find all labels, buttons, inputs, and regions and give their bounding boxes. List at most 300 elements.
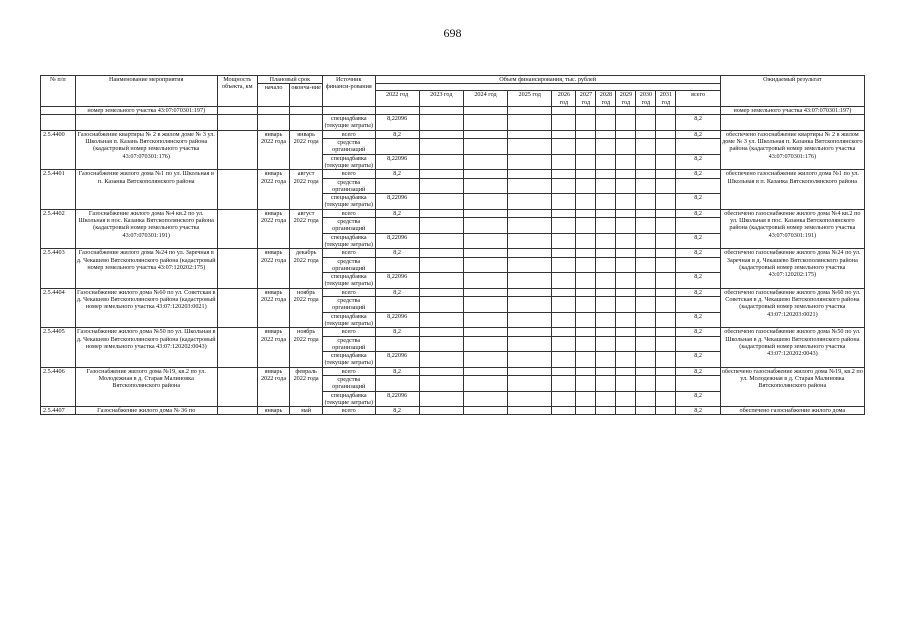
item-result: обеспечено газоснабжение квартиры № 2 в жилом доме № 3 ул. Школьная п. Казанка Вятскополянского района (кадастровый номер земельного участка 43:07:070301:176) <box>720 130 864 169</box>
empty-cell <box>656 273 676 289</box>
header-num: № п/п <box>41 76 76 107</box>
empty-cell <box>75 115 217 131</box>
empty-cell <box>596 178 616 194</box>
empty-cell <box>290 115 323 131</box>
value-2022: 8,22096 <box>375 391 419 407</box>
empty-cell <box>463 297 507 313</box>
value-2022: 8,22096 <box>375 154 419 170</box>
empty-cell <box>656 328 676 336</box>
value-total: 8,2 <box>676 170 720 178</box>
empty-cell <box>552 288 576 296</box>
empty-cell <box>508 273 552 289</box>
empty-cell <box>463 288 507 296</box>
empty-cell <box>463 249 507 257</box>
empty-cell <box>552 375 576 391</box>
item-start: январь 2022 года <box>257 209 290 248</box>
source-special: спецнадбавка (текущие затраты) <box>322 115 375 131</box>
empty-cell <box>419 170 463 178</box>
source-all: всего <box>322 407 375 415</box>
source-org: средства организаций <box>322 139 375 155</box>
financing-table <box>40 75 865 415</box>
empty-cell <box>463 139 507 155</box>
empty-cell <box>656 154 676 170</box>
empty-cell <box>656 297 676 313</box>
empty-cell <box>217 328 257 367</box>
source-all: всего <box>322 288 375 296</box>
empty-cell <box>616 233 636 249</box>
empty-cell <box>636 407 656 415</box>
empty-cell <box>419 194 463 210</box>
empty-cell <box>676 297 720 313</box>
table-row <box>41 288 865 296</box>
source-special: спецнадбавка (текущие затраты) <box>322 194 375 210</box>
empty-cell <box>616 288 636 296</box>
empty-cell <box>596 352 616 368</box>
empty-cell <box>41 106 76 114</box>
header-result: Ожидаемый результат <box>720 76 864 107</box>
table-row <box>41 130 865 138</box>
empty-cell <box>552 209 576 217</box>
item-result: обеспечено газоснабжение жилого дома №4 кв.2 по ул. Школьная в пос. Казанка Вятскополянского района (кадастровый номер земельного участка 43:07:070301:191) <box>720 209 864 248</box>
empty-cell <box>552 367 576 375</box>
source-all: всего <box>322 170 375 178</box>
empty-cell <box>508 178 552 194</box>
empty-cell <box>419 336 463 352</box>
empty-cell <box>217 115 257 131</box>
item-end: ноябрь 2022 года <box>290 288 323 327</box>
value-total: 8,2 <box>676 209 720 217</box>
empty-cell <box>419 297 463 313</box>
item-result: обеспечено газоснабжение жилого дома №24 по ул. Заречная в д. Чекашево Вятскополянского района (кадастровый номер земельного участка 43:07:120202:175) <box>720 249 864 288</box>
empty-cell <box>636 194 656 210</box>
empty-cell <box>552 312 576 328</box>
value-total: 8,2 <box>676 249 720 257</box>
item-end: декабрь 2022 года <box>290 249 323 288</box>
empty-cell <box>616 375 636 391</box>
empty-cell <box>463 367 507 375</box>
empty-cell <box>217 367 257 406</box>
empty-cell <box>375 178 419 194</box>
empty-cell <box>616 115 636 131</box>
empty-cell <box>463 391 507 407</box>
empty-cell <box>656 170 676 178</box>
empty-cell <box>576 194 596 210</box>
empty-cell <box>375 84 720 91</box>
empty-cell <box>596 115 616 131</box>
header-year: 2022 год <box>375 91 419 107</box>
item-number: 2.5.4405 <box>41 328 76 367</box>
empty-cell <box>616 209 636 217</box>
empty-cell <box>552 273 576 289</box>
empty-cell <box>552 218 576 234</box>
empty-cell <box>375 139 419 155</box>
empty-cell <box>41 115 76 131</box>
item-result: обеспечено газоснабжение жилого дома №60 по ул. Советская в д. Чекашево Вятскополянского района (кадастровый номер земельного участка 43:07:120203:0021) <box>720 288 864 327</box>
empty-cell <box>508 249 552 257</box>
empty-cell <box>508 367 552 375</box>
empty-cell <box>419 106 463 114</box>
empty-cell <box>656 288 676 296</box>
value-total: 8,2 <box>676 352 720 368</box>
empty-cell <box>576 312 596 328</box>
empty-cell <box>508 375 552 391</box>
empty-cell <box>508 233 552 249</box>
empty-cell <box>616 178 636 194</box>
empty-cell <box>257 106 290 114</box>
item-number: 2.5.4402 <box>41 209 76 248</box>
value-2022: 8,2 <box>375 170 419 178</box>
source-special: спецнадбавка (текущие затраты) <box>322 312 375 328</box>
source-all: всего <box>322 209 375 217</box>
empty-cell <box>636 130 656 138</box>
item-start: январь <box>257 407 290 415</box>
empty-cell <box>217 407 257 415</box>
empty-cell <box>419 178 463 194</box>
empty-cell <box>576 209 596 217</box>
item-result: номер земельного участка 43:07:070301:197) <box>720 106 864 114</box>
empty-cell <box>576 218 596 234</box>
empty-cell <box>616 367 636 375</box>
empty-cell <box>552 328 576 336</box>
empty-cell <box>636 391 656 407</box>
header-year: 2024 год <box>463 91 507 107</box>
empty-cell <box>217 170 257 209</box>
empty-cell <box>217 249 257 288</box>
empty-cell <box>596 367 616 375</box>
empty-cell <box>636 154 656 170</box>
empty-cell <box>576 407 596 415</box>
empty-cell <box>552 407 576 415</box>
empty-cell <box>552 336 576 352</box>
item-result: обеспечено газоснабжение жилого дома <box>720 407 864 415</box>
empty-cell <box>463 115 507 131</box>
empty-cell <box>508 139 552 155</box>
empty-cell <box>552 115 576 131</box>
item-name: Газоснабжение жилого дома №24 по ул. Заречная в д. Чекашево Вятскополянского района (кадастровый номер земельного участка 43:07:120202:175) <box>75 249 217 288</box>
empty-cell <box>636 312 656 328</box>
empty-cell <box>616 407 636 415</box>
item-start: январь 2022 года <box>257 170 290 209</box>
source-special: спецнадбавка (текущие затраты) <box>322 233 375 249</box>
header-total: всего <box>676 91 720 107</box>
value-2022: 8,22096 <box>375 194 419 210</box>
empty-cell <box>616 218 636 234</box>
empty-cell <box>596 249 616 257</box>
header-term-end: оконча-ние <box>290 84 323 107</box>
empty-cell <box>576 367 596 375</box>
item-start: январь 2022 года <box>257 328 290 367</box>
empty-cell <box>463 407 507 415</box>
empty-cell <box>508 312 552 328</box>
empty-cell <box>676 139 720 155</box>
item-end: январь 2022 года <box>290 130 323 169</box>
empty-cell <box>508 328 552 336</box>
empty-cell <box>419 257 463 273</box>
source-special: спецнадбавка (текущие затраты) <box>322 352 375 368</box>
header-year: 2029 год <box>616 91 636 107</box>
empty-cell <box>676 106 720 114</box>
empty-cell <box>463 194 507 210</box>
source-org: средства организаций <box>322 178 375 194</box>
header-year: 2030 год <box>636 91 656 107</box>
empty-cell <box>576 233 596 249</box>
source-all: всего <box>322 328 375 336</box>
header-term: Плановый срок <box>257 76 322 84</box>
empty-cell <box>576 130 596 138</box>
empty-cell <box>596 170 616 178</box>
empty-cell <box>463 178 507 194</box>
empty-cell <box>463 336 507 352</box>
empty-cell <box>596 407 616 415</box>
value-total: 8,2 <box>676 130 720 138</box>
table-row <box>41 106 865 114</box>
header-year: 2027 год <box>576 91 596 107</box>
empty-cell <box>656 336 676 352</box>
empty-cell <box>419 312 463 328</box>
empty-cell <box>552 139 576 155</box>
item-end: ноябрь 2022 года <box>290 328 323 367</box>
empty-cell <box>656 139 676 155</box>
empty-cell <box>616 170 636 178</box>
value-total: 8,2 <box>676 367 720 375</box>
empty-cell <box>616 312 636 328</box>
empty-cell <box>576 249 596 257</box>
source-all: всего <box>322 249 375 257</box>
empty-cell <box>552 233 576 249</box>
empty-cell <box>576 352 596 368</box>
empty-cell <box>463 170 507 178</box>
empty-cell <box>616 297 636 313</box>
empty-cell <box>375 375 419 391</box>
item-start: январь 2022 года <box>257 249 290 288</box>
empty-cell <box>576 288 596 296</box>
empty-cell <box>596 391 616 407</box>
empty-cell <box>552 352 576 368</box>
empty-cell <box>596 106 616 114</box>
empty-cell <box>375 297 419 313</box>
empty-cell <box>463 257 507 273</box>
empty-cell <box>616 139 636 155</box>
empty-cell <box>419 115 463 131</box>
source-org: средства организаций <box>322 336 375 352</box>
item-end: февраль 2022 года <box>290 367 323 406</box>
empty-cell <box>616 130 636 138</box>
empty-cell <box>552 170 576 178</box>
empty-cell <box>636 288 656 296</box>
value-total: 8,2 <box>676 391 720 407</box>
empty-cell <box>656 209 676 217</box>
empty-cell <box>576 273 596 289</box>
empty-cell <box>552 391 576 407</box>
empty-cell <box>508 170 552 178</box>
empty-cell <box>596 218 616 234</box>
empty-cell <box>508 194 552 210</box>
table-row <box>41 209 865 217</box>
header-year: 2028 год <box>596 91 616 107</box>
empty-cell <box>676 336 720 352</box>
header-year: 2031 год <box>656 91 676 107</box>
empty-cell <box>636 257 656 273</box>
source-org: средства организаций <box>322 375 375 391</box>
header-row <box>41 76 865 84</box>
empty-cell <box>463 312 507 328</box>
empty-cell <box>596 194 616 210</box>
empty-cell <box>596 139 616 155</box>
empty-cell <box>656 249 676 257</box>
empty-cell <box>375 257 419 273</box>
value-total: 8,2 <box>676 312 720 328</box>
empty-cell <box>322 106 375 114</box>
empty-cell <box>508 288 552 296</box>
empty-cell <box>596 273 616 289</box>
empty-cell <box>463 209 507 217</box>
item-name: Газоснабжение жилого дома №4 кв.2 по ул. Школьная в пос. Казанка Вятскополянского района (кадастровый номер земельного участка 43:07:070301:191) <box>75 209 217 248</box>
empty-cell <box>419 375 463 391</box>
empty-cell <box>419 391 463 407</box>
value-total: 8,2 <box>676 233 720 249</box>
empty-cell <box>576 257 596 273</box>
item-name: Газоснабжение жилого дома №50 по ул. Школьная в д. Чекашево Вятскополянского района (кадастровый номер земельного участка 43:07:120202:0043) <box>75 328 217 367</box>
empty-cell <box>596 288 616 296</box>
empty-cell <box>576 106 596 114</box>
source-org: средства организаций <box>322 297 375 313</box>
empty-cell <box>463 106 507 114</box>
empty-cell <box>636 139 656 155</box>
header-capacity: Мощность объекта, км <box>217 76 257 107</box>
empty-cell <box>656 391 676 407</box>
empty-cell <box>419 288 463 296</box>
empty-cell <box>419 352 463 368</box>
value-total: 8,2 <box>676 154 720 170</box>
item-name: Газоснабжение жилого дома №1 по ул. Школьная в п. Казанка Вятскополянского района <box>75 170 217 209</box>
empty-cell <box>508 352 552 368</box>
empty-cell <box>508 115 552 131</box>
table-row <box>41 407 865 415</box>
empty-cell <box>419 367 463 375</box>
empty-cell <box>576 328 596 336</box>
empty-cell <box>552 257 576 273</box>
empty-cell <box>375 218 419 234</box>
item-number: 2.5.4407 <box>41 407 76 415</box>
empty-cell <box>656 194 676 210</box>
empty-cell <box>656 407 676 415</box>
empty-cell <box>508 218 552 234</box>
value-2022: 8,22096 <box>375 115 419 131</box>
source-special: спецнадбавка (текущие затраты) <box>322 391 375 407</box>
empty-cell <box>596 154 616 170</box>
item-name: номер земельного участка 43:07:070301:197) <box>75 106 217 114</box>
item-number: 2.5.4406 <box>41 367 76 406</box>
source-special: спецнадбавка (текущие затраты) <box>322 273 375 289</box>
empty-cell <box>596 297 616 313</box>
empty-cell <box>508 297 552 313</box>
empty-cell <box>656 115 676 131</box>
table-row <box>41 367 865 375</box>
item-start: январь 2022 года <box>257 130 290 169</box>
empty-cell <box>217 209 257 248</box>
empty-cell <box>552 130 576 138</box>
item-start: январь 2022 года <box>257 367 290 406</box>
empty-cell <box>656 352 676 368</box>
value-total: 8,2 <box>676 115 720 131</box>
value-total: 8,2 <box>676 194 720 210</box>
empty-cell <box>508 154 552 170</box>
empty-cell <box>419 233 463 249</box>
empty-cell <box>217 130 257 169</box>
value-2022: 8,2 <box>375 209 419 217</box>
empty-cell <box>508 257 552 273</box>
empty-cell <box>463 352 507 368</box>
empty-cell <box>419 249 463 257</box>
empty-cell <box>676 257 720 273</box>
value-total: 8,2 <box>676 288 720 296</box>
empty-cell <box>616 249 636 257</box>
value-total: 8,2 <box>676 273 720 289</box>
table-row <box>41 328 865 336</box>
empty-cell <box>616 106 636 114</box>
empty-cell <box>419 218 463 234</box>
empty-cell <box>636 209 656 217</box>
empty-cell <box>596 233 616 249</box>
item-name: Газоснабжение квартиры № 2 в жилом доме № 3 ул. Школьная п. Казань Вятскополянского района (кадастровый номер земельного участка 43:07:070301:176) <box>75 130 217 169</box>
empty-cell <box>616 391 636 407</box>
empty-cell <box>508 130 552 138</box>
empty-cell <box>616 154 636 170</box>
value-2022: 8,2 <box>375 249 419 257</box>
empty-cell <box>656 367 676 375</box>
empty-cell <box>656 257 676 273</box>
empty-cell <box>463 328 507 336</box>
header-term-start: начало <box>257 84 290 107</box>
empty-cell <box>636 218 656 234</box>
empty-cell <box>508 106 552 114</box>
empty-cell <box>419 328 463 336</box>
header-volume: Объем финансирования, тыс. рублей <box>375 76 720 84</box>
source-all: всего <box>322 130 375 138</box>
header-name: Наименование мероприятия <box>75 76 217 107</box>
empty-cell <box>636 336 656 352</box>
empty-cell <box>616 194 636 210</box>
empty-cell <box>419 139 463 155</box>
empty-cell <box>656 218 676 234</box>
empty-cell <box>656 312 676 328</box>
empty-cell <box>636 178 656 194</box>
empty-cell <box>596 375 616 391</box>
empty-cell <box>419 407 463 415</box>
source-org: средства организаций <box>322 257 375 273</box>
item-end: август 2022 года <box>290 170 323 209</box>
empty-cell <box>508 336 552 352</box>
item-result: обеспечено газоснабжение жилого дома №19, кв.2 по ул. Молодежная в д. Старая Малиновка Вятскополянского района <box>720 367 864 406</box>
source-special: спецнадбавка (текущие затраты) <box>322 154 375 170</box>
empty-cell <box>636 233 656 249</box>
empty-cell <box>419 154 463 170</box>
empty-cell <box>676 375 720 391</box>
empty-cell <box>508 391 552 407</box>
header-year: 2025 год <box>508 91 552 107</box>
header-year: 2026 год <box>552 91 576 107</box>
item-number: 2.5.4401 <box>41 170 76 209</box>
empty-cell <box>576 391 596 407</box>
value-2022: 8,22096 <box>375 273 419 289</box>
empty-cell <box>616 328 636 336</box>
empty-cell <box>596 336 616 352</box>
empty-cell <box>596 209 616 217</box>
empty-cell <box>463 154 507 170</box>
empty-cell <box>636 328 656 336</box>
value-2022: 8,2 <box>375 130 419 138</box>
empty-cell <box>552 178 576 194</box>
